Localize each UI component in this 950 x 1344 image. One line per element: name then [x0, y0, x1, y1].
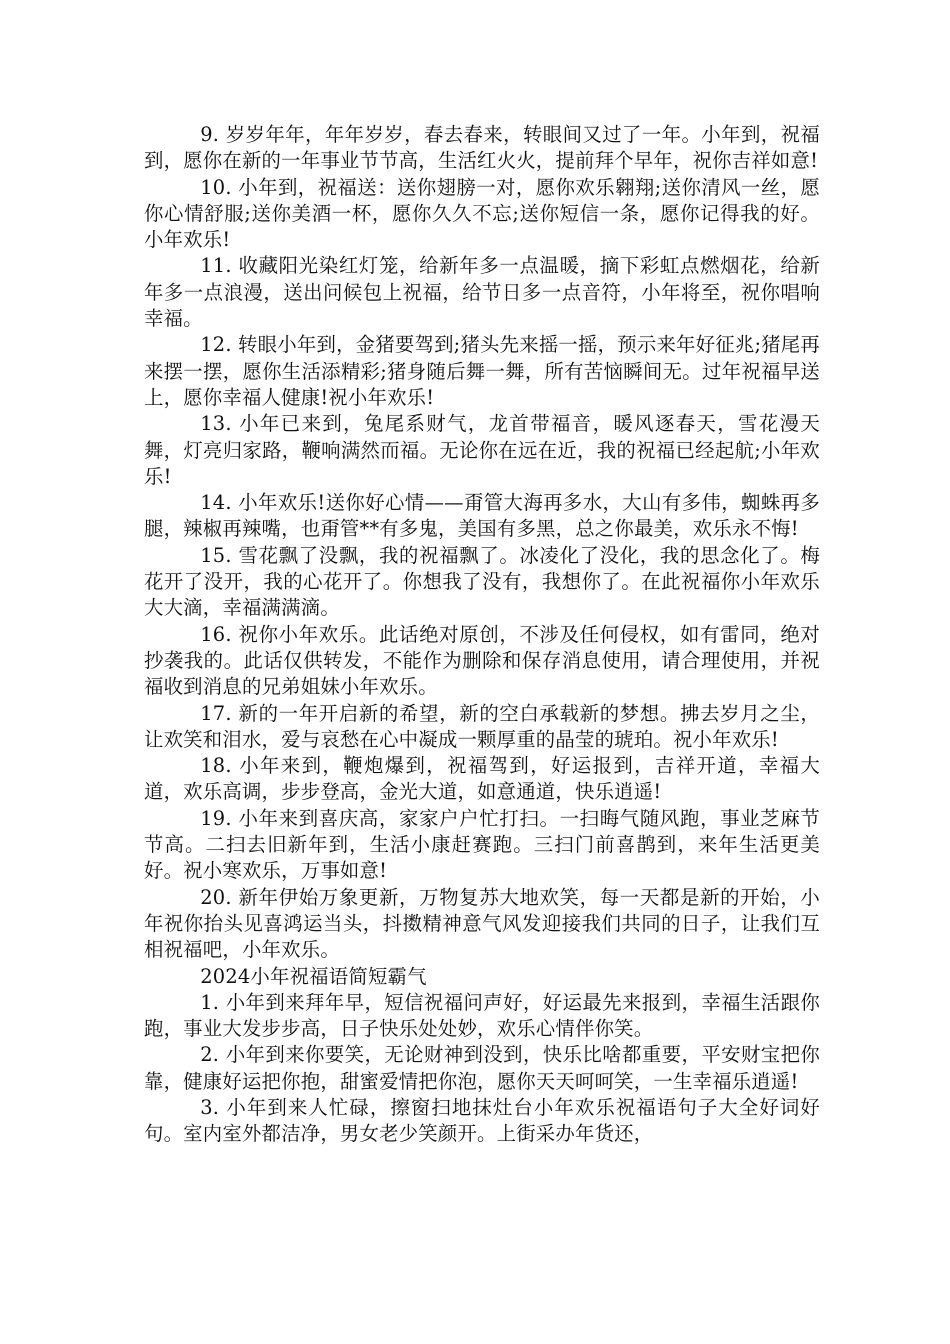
paragraph-1: 1. 小年到来拜年早，短信祝福问声好，好运最先来报到，幸福生活跟你跑，事业大发步步高，日子快乐处处妙，欢乐心情伴你笑。: [144, 990, 820, 1041]
paragraph-16: 16. 祝你小年欢乐。此话绝对原创，不涉及任何侵权，如有雷同，绝对抄袭我的。此话仅供转发，不能作为删除和保存消息使用，请合理使用，并祝福收到消息的兄弟姐妹小年欢乐。: [144, 622, 820, 699]
paragraph-10: 10. 小年到，祝福送：送你翅膀一对，愿你欢乐翱翔;送你清风一丝，愿你心情舒服;送你美酒一杯，愿你久久不忘;送你短信一条，愿你记得我的好。小年欢乐!: [144, 175, 820, 252]
document-body: [144, 122, 820, 1148]
paragraph-15: 15. 雪花飘了没飘，我的祝福飘了。冰凌化了没化，我的思念化了。梅花开了没开，我的心花开了。你想我了没有，我想你了。在此祝福你小年欢乐大大滴，幸福满满滴。: [144, 543, 820, 620]
paragraph-14: 14. 小年欢乐!送你好心情——甭管大海再多水，大山有多伟，蜘蛛再多腿，辣椒再辣嘴，也甭管**有多鬼，美国有多黑，总之你最美，欢乐永不悔!: [144, 491, 820, 541]
paragraph-3: 3. 小年到来人忙碌，擦窗扫地抹灶台小年欢乐祝福语句子大全好词好句。室内室外都洁净，男女老少笑颜开。上街采办年货还，: [144, 1095, 820, 1146]
paragraph-19: 19. 小年来到喜庆高，家家户户忙打扫。一扫晦气随风跑，事业芝麻节节高。二扫去旧新年到，生活小康赶赛跑。三扫门前喜鹊到，来年生活更美好。祝小寒欢乐，万事如意!: [144, 806, 820, 883]
paragraph-18: 18. 小年来到，鞭炮爆到，祝福驾到，好运报到，吉祥开道，幸福大道，欢乐高调，步步登高，金光大道，如意通道，快乐逍遥!: [144, 754, 820, 804]
section-heading: 2024小年祝福语简短霸气: [200, 964, 427, 988]
paragraph-2: 2. 小年到来你要笑，无论财神到没到，快乐比啥都重要，平安财宝把你靠，健康好运把你抱，甜蜜爱情把你泡，愿你天天呵呵笑，一生幸福乐逍遥!: [144, 1043, 820, 1093]
paragraph-17: 17. 新的一年开启新的希望，新的空白承载新的梦想。拂去岁月之尘，让欢笑和泪水，爱与哀愁在心中凝成一颗厚重的晶莹的琥珀。祝小年欢乐!: [144, 701, 820, 751]
paragraph-12: 12. 转眼小年到，金猪要驾到;猪头先来摇一摇，预示来年好征兆;猪尾再来摆一摆，愿你生活添精彩;猪身随后舞一舞，所有苦恼瞬间无。过年祝福早送上，愿你幸福人健康!祝小年欢乐!: [144, 333, 820, 409]
paragraph-20: 20. 新年伊始万象更新，万物复苏大地欢笑，每一天都是新的开始，小年祝你抬头见喜鸿运当头，抖擞精神意气风发迎接我们共同的日子，让我们互相祝福吧，小年欢乐。: [144, 885, 820, 962]
paragraph-11: 11. 收藏阳光染红灯笼，给新年多一点温暖，摘下彩虹点燃烟花，给新年多一点浪漫，送出问候包上祝福，给节日多一点音符，小年将至，祝你唱响幸福。: [144, 254, 820, 331]
paragraph-13: 13. 小年已来到，兔尾系财气，龙首带福音，暖风逐春天，雪花漫天舞，灯亮归家路，鞭响满然而福。无论你在远在近，我的祝福已经起航;小年欢乐!: [144, 412, 820, 488]
paragraph-9: 9. 岁岁年年，年年岁岁，春去春来，转眼间又过了一年。小年到，祝福到，愿你在新的一年事业节节高，生活红火火，提前拜个早年，祝你吉祥如意!: [144, 123, 820, 173]
